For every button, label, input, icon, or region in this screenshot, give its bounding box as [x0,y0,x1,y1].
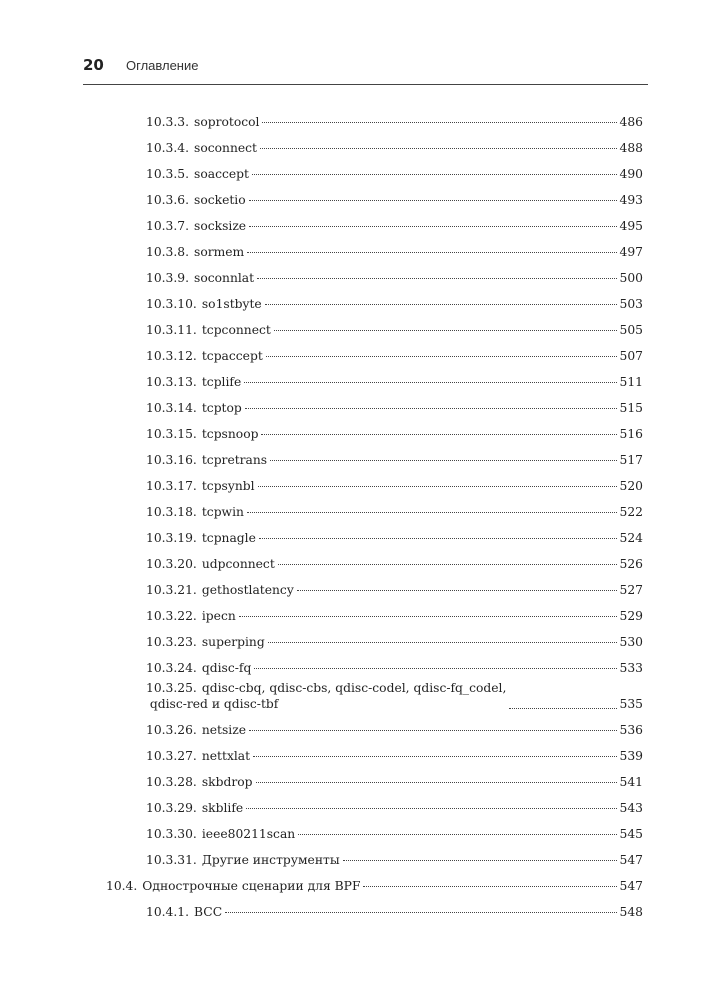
toc-entry-page: 520 [619,479,643,493]
toc-entry-title: qdisc-cbq, qdisc-cbs, qdisc-codel, qdisc-fq_codel, [201,681,507,695]
toc-section-entry[interactable] [106,878,643,894]
toc-entry-title: Однострочные сценарии для BPF [142,879,361,893]
toc-entry-number: 10.3.9. [146,271,190,285]
toc-entry-page: 541 [619,775,643,789]
toc-entry-title: ieee80211scan [201,827,296,841]
toc-entry-page: 543 [619,801,643,815]
toc-entry-number: 10.3.28. [146,775,197,789]
toc-leader-dots [266,356,617,357]
toc-entry[interactable] [146,748,643,764]
toc-leader-dots [363,886,616,887]
toc-entry-number: 10.3.6. [146,193,190,207]
toc-entry-title: skblife [201,801,244,815]
toc-entry-page: 527 [619,583,643,597]
toc-leader-dots [274,330,617,331]
toc-leader-dots [270,460,616,461]
toc-entry-page: 500 [619,271,643,285]
toc-leader-dots [252,174,617,175]
toc-leader-dots [245,408,617,409]
toc-entry[interactable] [146,322,643,338]
toc-leader-dots [509,708,616,709]
toc-entry-number: 10.3.7. [146,219,190,233]
toc-entry-page: 503 [619,297,643,311]
toc-leader-dots [278,564,617,565]
toc-entry[interactable] [146,852,643,868]
toc-entry-number: 10.3.18. [146,505,197,519]
toc-entry-page: 539 [619,749,643,763]
toc-entry-number: 10.3.5. [146,167,190,181]
toc-leader-dots [246,808,616,809]
toc-entry-page: 529 [619,609,643,623]
toc-entry-title: tcpnagle [201,531,256,545]
toc-entry-number: 10.4.1. [146,905,190,919]
toc-entry-title: qdisc-fq [201,661,252,675]
toc-entry[interactable] [146,374,643,390]
toc-entry-title: BCC [194,905,223,919]
toc-entry-number: 10.3.25. [146,681,197,695]
toc-entry-title: tcpconnect [201,323,271,337]
toc-leader-dots [260,148,617,149]
toc-entry-number: 10.3.30. [146,827,197,841]
toc-entry-title: nettxlat [201,749,251,763]
toc-entry[interactable] [146,270,643,286]
toc-entry-page: 548 [619,905,643,919]
toc-entry[interactable] [146,348,643,364]
toc-entry-number: 10.3.24. [146,661,197,675]
page-number: 20 [83,56,104,74]
toc-leader-dots [249,226,616,227]
toc-entry[interactable] [146,722,643,738]
toc-entry[interactable] [146,478,643,494]
toc-entry-title: socketio [194,193,246,207]
toc-entry-page: 547 [619,879,643,893]
toc-entry-title: socksize [194,219,247,233]
toc-leader-dots [298,834,616,835]
toc-leader-dots [225,912,616,913]
toc-leader-dots [256,782,617,783]
toc-entry-number: 10.3.23. [146,635,197,649]
toc-entry-number: 10.3.21. [146,583,197,597]
toc-entry[interactable] [146,608,643,624]
toc-entry-title: soconnect [194,141,257,155]
toc-entry-title: udpconnect [201,557,275,571]
toc-entry-title: tcpretrans [201,453,268,467]
toc-entry[interactable] [146,140,643,156]
toc-leader-dots [254,668,616,669]
toc-leader-dots [247,512,617,513]
toc-entry[interactable] [146,582,643,598]
toc-leader-dots [297,590,617,591]
toc-entry-page: 507 [619,349,643,363]
toc-entry-page: 515 [619,401,643,415]
toc-leader-dots [262,122,616,123]
toc-entry-page: 516 [619,427,643,441]
running-header [83,54,648,85]
toc-entry-page: 497 [619,245,643,259]
toc-entry-number: 10.3.26. [146,723,197,737]
running-title: Оглавление [126,58,199,73]
toc-entry[interactable] [146,904,643,920]
toc-entry-title: Другие инструменты [201,853,340,867]
toc-entry-title: soprotocol [194,115,260,129]
toc-entry-number: 10.3.13. [146,375,197,389]
toc-entry[interactable] [146,680,643,712]
toc-entry-number: 10.3.14. [146,401,197,415]
toc-entry-page: 536 [619,723,643,737]
toc-entry-number: 10.3.27. [146,749,197,763]
toc-leader-dots [268,642,617,643]
toc-entry-page: 486 [619,115,643,129]
toc-entry-page: 545 [619,827,643,841]
toc-entry[interactable] [146,244,643,260]
toc-entry-title: skbdrop [201,775,253,789]
toc-entry[interactable] [146,826,643,842]
toc-entry-number: 10.3.15. [146,427,197,441]
toc-entry[interactable] [146,774,643,790]
toc-entry-title: so1stbyte [201,297,262,311]
toc-entry[interactable] [146,530,643,546]
toc-entry-number: 10.3.8. [146,245,190,259]
toc-entry-number: 10.3.19. [146,531,197,545]
toc-entry-title: tcptop [201,401,242,415]
toc-entry-number: 10.3.4. [146,141,190,155]
toc-leader-dots [239,616,617,617]
toc-entry[interactable] [146,800,643,816]
toc-entry-number: 10.3.31. [146,853,197,867]
toc-entry-number: 10.3.17. [146,479,197,493]
toc-entry-number: 10.4. [106,879,138,893]
toc-entry-number: 10.3.11. [146,323,197,337]
toc-entry-page: 530 [619,635,643,649]
toc-leader-dots [343,860,617,861]
toc-entry[interactable] [146,218,643,234]
toc-entry-title: tcpsynbl [201,479,255,493]
toc-entry-title: superping [201,635,265,649]
toc-entry-page: 495 [619,219,643,233]
toc-entry[interactable] [146,114,643,130]
toc-entry-page: 524 [619,531,643,545]
toc-entry-title: netsize [201,723,246,737]
toc-leader-dots [258,486,617,487]
toc-entry[interactable] [146,400,643,416]
toc-leader-dots [244,382,616,383]
toc-entry[interactable] [146,452,643,468]
toc-entry-page: 511 [619,375,643,389]
toc-entry-number: 10.3.10. [146,297,197,311]
toc-entry[interactable] [146,426,643,442]
toc-entry-title-continued: qdisc-red и qdisc-tbf [149,697,279,711]
toc-entry-page: 533 [619,661,643,675]
toc-entry-page: 526 [619,557,643,571]
toc-entry[interactable] [146,660,643,676]
toc-entry-page: 517 [619,453,643,467]
toc-entry-title: tcpwin [201,505,244,519]
toc-entry-title: tcplife [201,375,242,389]
toc-entry-page: 535 [619,697,643,711]
toc-leader-dots [247,252,616,253]
toc-entry-number: 10.3.20. [146,557,197,571]
toc-entry[interactable] [146,166,643,182]
toc-leader-dots [265,304,617,305]
toc-entry[interactable] [146,504,643,520]
toc-leader-dots [257,278,616,279]
toc-entry-page: 488 [619,141,643,155]
toc-leader-dots [249,730,617,731]
toc-entry-number: 10.3.12. [146,349,197,363]
toc-entry-number: 10.3.29. [146,801,197,815]
toc-entry-title: soconnlat [194,271,255,285]
toc-leader-dots [261,434,616,435]
toc-entry-page: 493 [619,193,643,207]
toc-leader-dots [259,538,617,539]
toc-entry-page: 522 [619,505,643,519]
toc-entry-number: 10.3.3. [146,115,190,129]
toc-entry[interactable] [146,192,643,208]
toc-entry-title: tcpaccept [201,349,263,363]
toc-leader-dots [253,756,616,757]
toc-entry-number: 10.3.16. [146,453,197,467]
toc-entry-number: 10.3.22. [146,609,197,623]
toc-entry-page: 490 [619,167,643,181]
toc-entry-page: 547 [619,853,643,867]
toc-entry-title: tcpsnoop [201,427,259,441]
toc-entry[interactable] [146,634,643,650]
toc-entry-title: gethostlatency [201,583,294,597]
toc-entry-title: soaccept [194,167,249,181]
toc-entry[interactable] [146,556,643,572]
toc-entry-page: 505 [619,323,643,337]
toc-entry-title: ipecn [201,609,236,623]
toc-leader-dots [249,200,617,201]
toc-entry[interactable] [146,296,643,312]
toc-entry-title: sormem [194,245,245,259]
